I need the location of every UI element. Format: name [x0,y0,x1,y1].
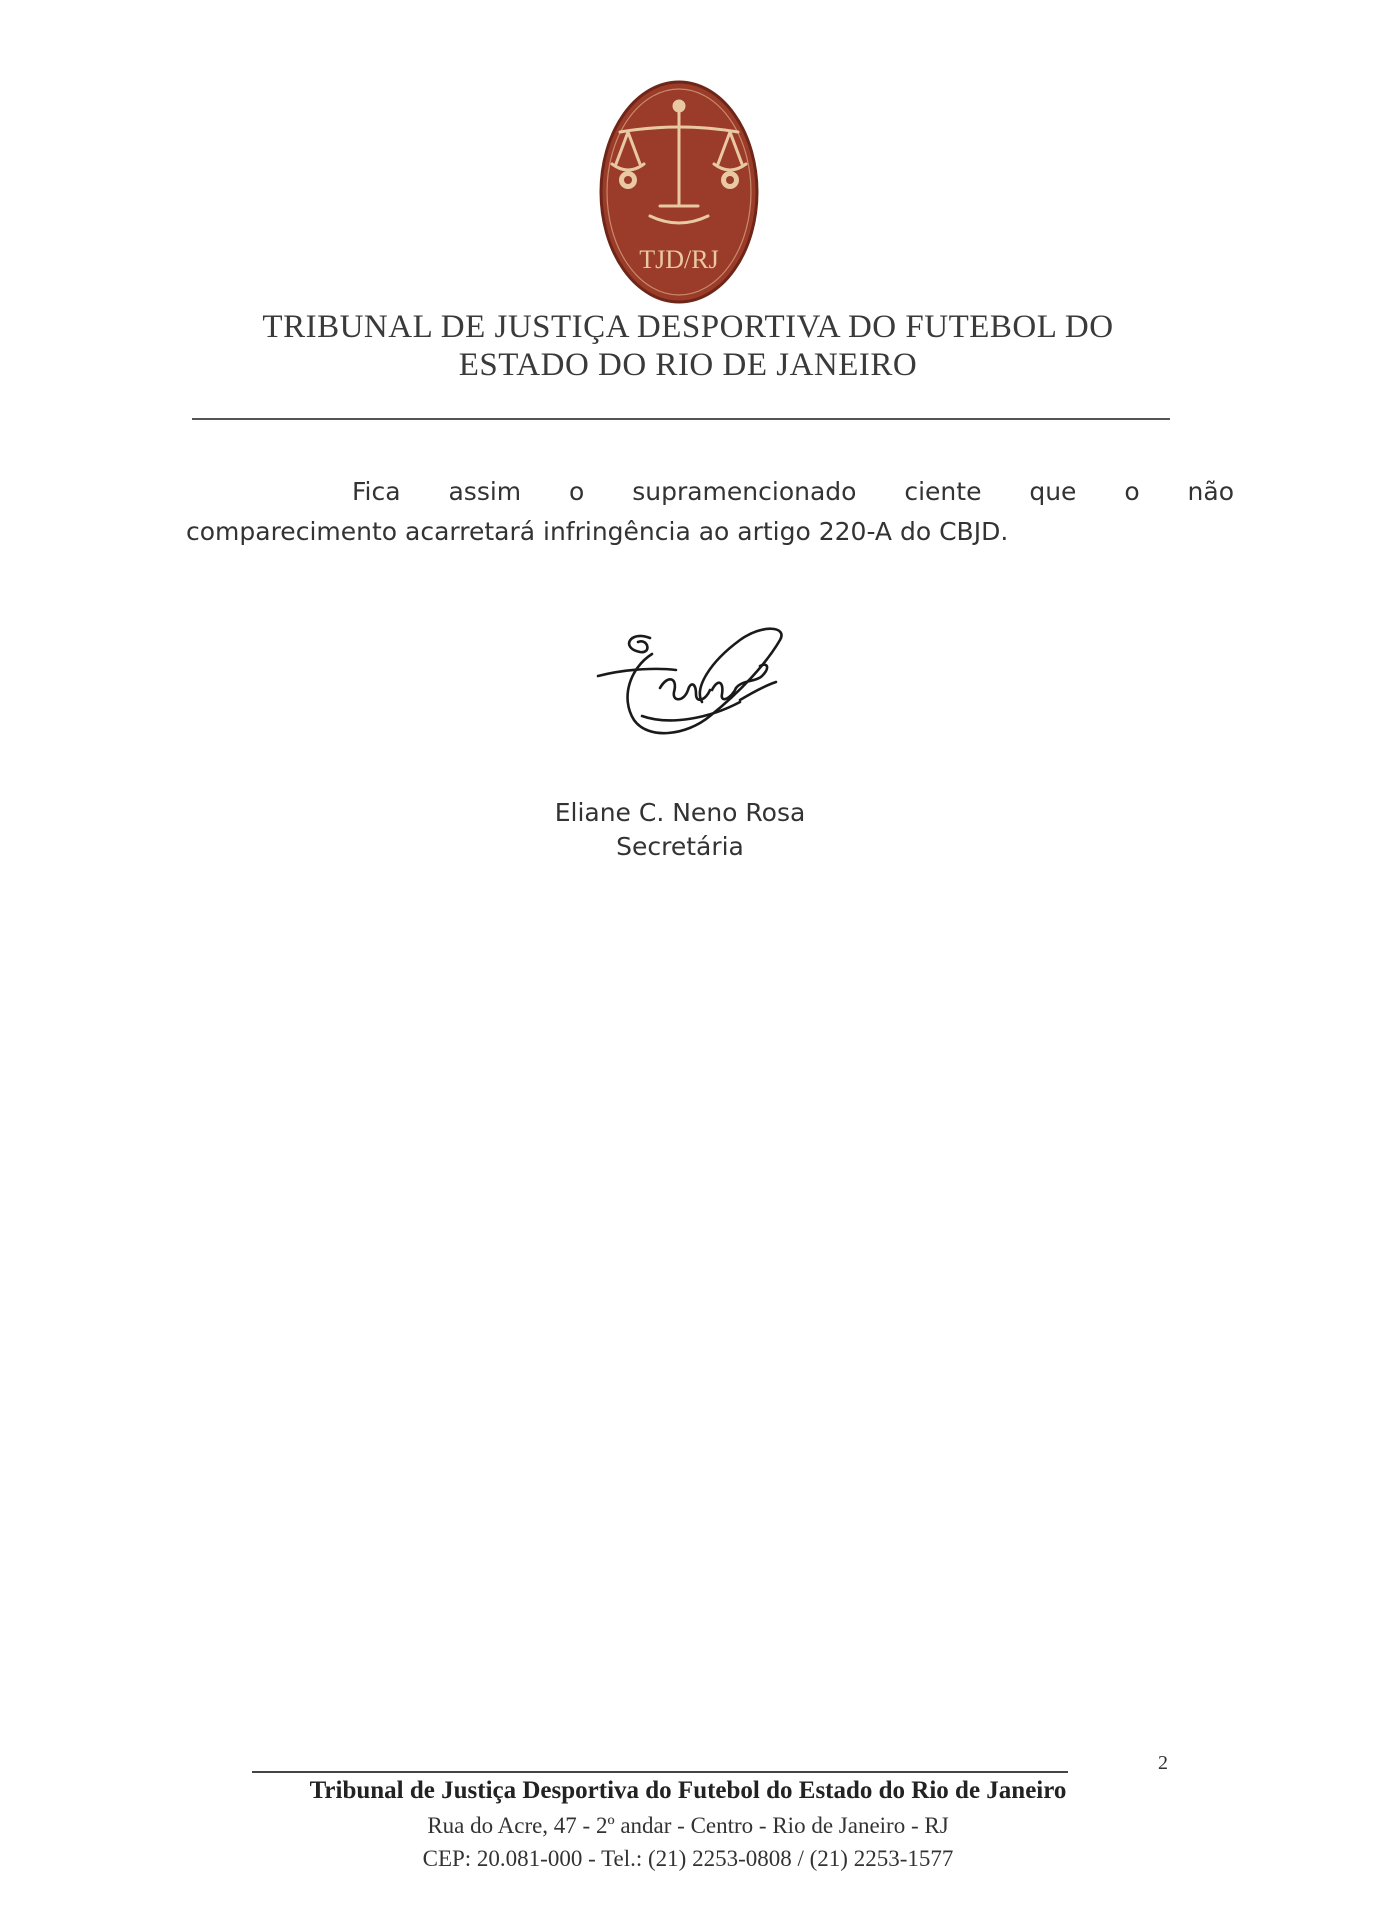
paragraph-line-1 [186,472,1234,512]
body-paragraph [186,472,1234,552]
word: assim [448,477,522,506]
word: Fica [352,477,401,506]
footer-divider [252,1771,1068,1773]
footer-contact: CEP: 20.081-000 - Tel.: (21) 2253-0808 / (21) 2253-1577 [422,1846,954,1871]
page-number: 2 [1158,1752,1168,1774]
letterhead-title-line2: ESTADO DO RIO DE JANEIRO [458,347,918,383]
word: o [1124,477,1140,506]
word: ciente [904,477,982,506]
word: que [1029,477,1077,506]
letterhead-title-line1: TRIBUNAL DE JUSTIÇA DESPORTIVA DO FUTEBOL DO [262,309,1114,345]
signer-role: Secretária [616,832,744,861]
footer-institution: Tribunal de Justiça Desportiva do Futebol do Estado do Rio de Janeiro [309,1777,1067,1804]
word: não [1187,477,1234,506]
signer-name: Eliane C. Neno Rosa [554,798,806,827]
seal-lettering: TJD/RJ [639,245,719,274]
footer-address: Rua do Acre, 47 - 2º andar - Centro - Rio de Janeiro - RJ [427,1813,949,1838]
paragraph-line-2: comparecimento acarretará infringência ao artigo 220-A do CBJD. [186,517,1009,546]
word: o [569,477,585,506]
handwritten-signature [590,618,818,748]
header-divider [192,418,1170,420]
word: supramencionado [632,477,857,506]
tjdrj-seal-logo [598,78,760,306]
